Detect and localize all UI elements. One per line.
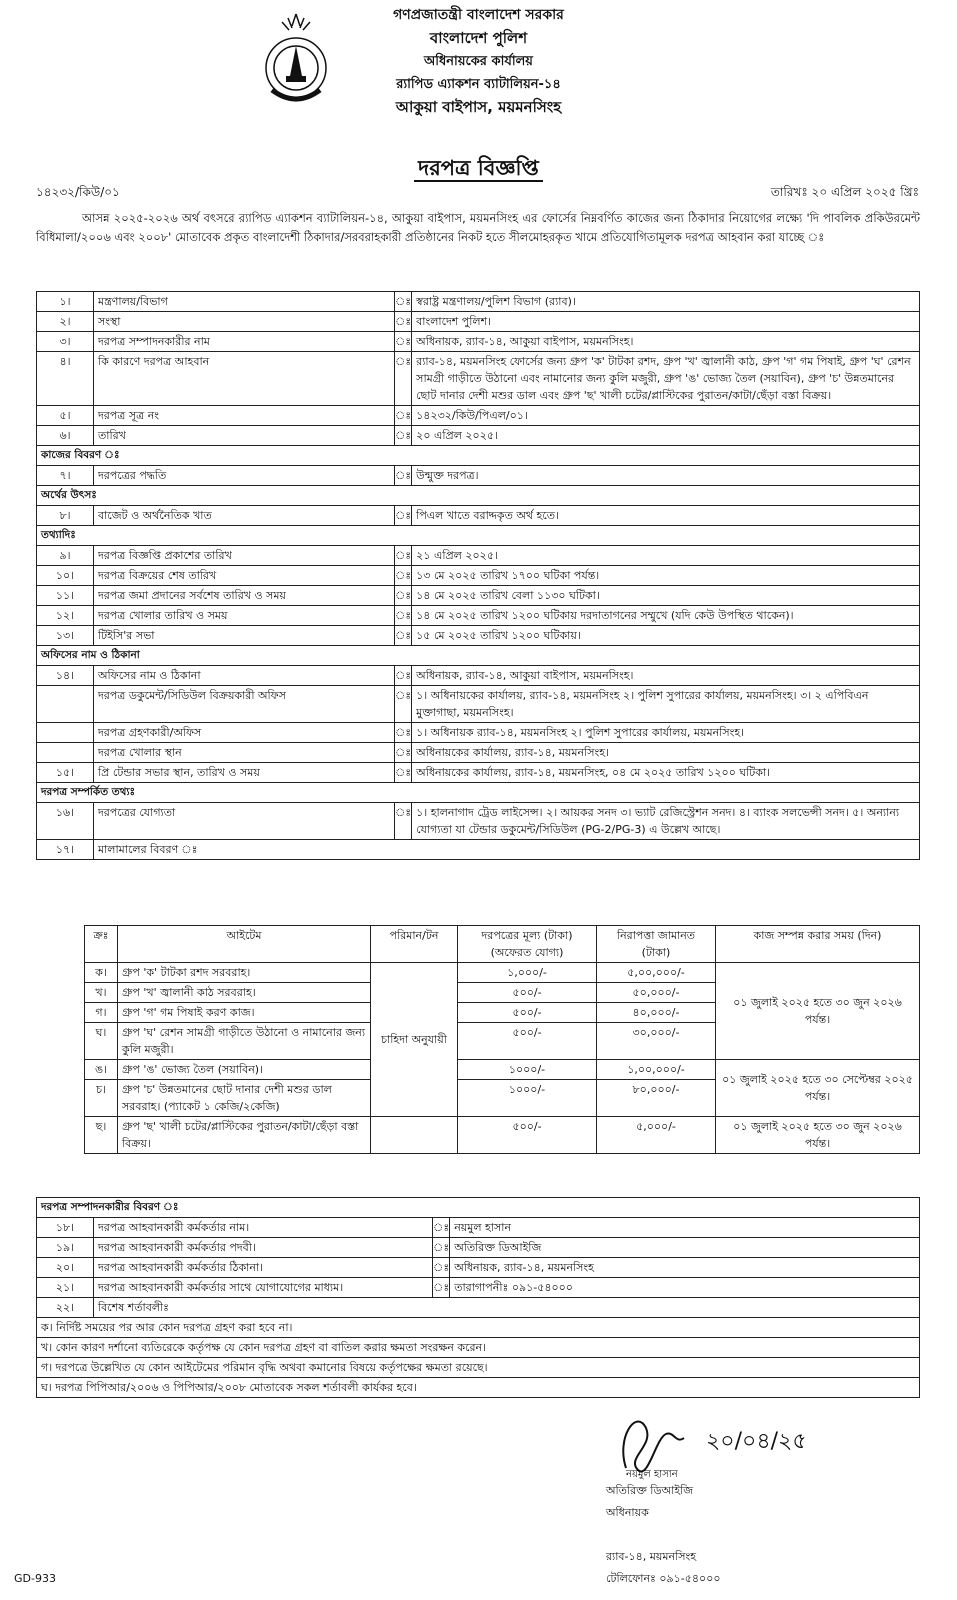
signature-date: ২০/০৪/২৫ (706, 1429, 807, 1454)
section-heading: দরপত্র সম্পাদনকারীর বিবরণ ঃ (37, 1198, 920, 1218)
unit-name: র‍্যাপিড এ্যাকশন ব্যাটালিয়ন-১৪ (396, 77, 561, 92)
table-row: দরপত্র ডকুমেন্ট/সিডিউল বিক্রয়কারী অফিস ঃ ১। অধিনায়কের কার্যালয়, র‍্যাব-১৪, ময়মনসিংহ ২। পুলিশ সুপারের কার্যালয়, ময়মনসিংহ। ৩। ২ এপিবিএন মুক্তাগাছা, ময়মনসিংহ। (37, 686, 920, 723)
table-row: ছ। গ্রুপ 'ছ' খালী চটের/প্লাস্টিকের পুরাতন/কাটা/ছেঁড়া বস্তা বিক্রয়। ৫০০/- ৫,০০০/- ০১ জুলাই ২০২৫ হতে ৩০ জুন ২০২৬ পর্যন্ত। (85, 1117, 920, 1154)
table-row: দরপত্র খোলার স্থান ঃ অধিনায়কের কার্যালয়, র‍্যাব-১৪, ময়মনসিংহ। (37, 743, 920, 763)
signatory-block (606, 1480, 721, 1590)
table-row: ক। গ্রুপ 'ক' টাটকা রশদ সরবরাহ। চাহিদা অনুযায়ী ১,০০০/- ৫,০০,০০০/- ০১ জুলাই ২০২৫ হতে ৩০ জুন ২০২৬ পর্যন্ত। (85, 963, 920, 983)
table-row: ১১। দরপত্র জমা প্রদানের সর্বশেষ তারিখ ও সময় ঃ ১৪ মে ২০২৫ তারিখ বেলা ১১৩০ ঘটিকা। (37, 586, 920, 606)
table-row: ২০। দরপত্র আহবানকারী কর্মকর্তার ঠিকানা। ঃ অধিনায়ক, র‍্যাব-১৪, ময়মনসিংহ (37, 1258, 920, 1278)
signatory-phone: টেলিফোনঃ ০৯১-৫৪০০০ (606, 1572, 721, 1585)
government-name: গণপ্রজাতন্ত্রী বাংলাদেশ সরকার (393, 7, 564, 23)
table-row: ৯। দরপত্র বিজ্ঞপ্তি প্রকাশের তারিখ ঃ ২১ এপ্রিল ২০২৫। (37, 546, 920, 566)
tender-info-table (36, 291, 920, 860)
quantity-cell: চাহিদা অনুযায়ী (371, 963, 458, 1117)
table-row: ঙ। গ্রুপ 'ঙ' ভোজ্য তৈল (সয়াবিন)। ১০০০/- ১,০০,০০০/- ০১ জুলাই ২০২৫ হতে ৩০ সেপ্টেম্বর ২০২৫ পর্যন্ত। (85, 1060, 920, 1080)
table-row: ১৪। অফিসের নাম ও ঠিকানা ঃ অধিনায়ক, র‍্যাব-১৪, আকুয়া বাইপাস, ময়মনসিংহ। (37, 666, 920, 686)
condition-row: ঘ। দরপত্র পিপিআর/২০০৬ ও পিপিআর/২০০৮ মোতাবেক সকল শর্তাবলী কার্যকর হবে। (37, 1378, 920, 1398)
section-heading: দরপত্র সম্পর্কিত তথ্যঃ (37, 783, 920, 803)
completion-time: ০১ জুলাই ২০২৫ হতে ৩০ জুন ২০২৬ পর্যন্ত। (716, 1117, 920, 1154)
table-row: ৩। দরপত্র সম্পাদনকারীর নাম ঃ অধিনায়ক, র‍্যাব-১৪, আকুয়া বাইপাস, ময়মনসিংহ। (37, 332, 920, 352)
completion-time: ০১ জুলাই ২০২৫ হতে ৩০ জুন ২০২৬ পর্যন্ত। (716, 963, 920, 1060)
officer-table (36, 1197, 920, 1398)
table-row: খ। গ্রুপ 'খ' জ্বালানী কাঠ সরবরাহ। ৫০০/- ৫০,০০০/- (85, 983, 920, 1003)
condition-row: ক। নির্দিষ্ট সময়ের পর আর কোন দরপত্র গ্রহণ করা হবে না। (37, 1318, 920, 1338)
completion-time: ০১ জুলাই ২০২৫ হতে ৩০ সেপ্টেম্বর ২০২৫ পর্যন্ত। (716, 1060, 920, 1117)
table-row: ২। সংস্থা ঃ বাংলাদেশ পুলিশ। (37, 312, 920, 332)
table-row: দরপত্র গ্রহণকারী/অফিস ঃ ১। অধিনায়ক র‍্যাব-১৪, ময়মনসিংহ ২। পুলিশ সুপারের কার্যালয়, ময়মনসিংহ। (37, 723, 920, 743)
unit-address: আকুয়া বাইপাস, ময়মনসিংহ (395, 98, 562, 116)
table-row: গ। গ্রুপ 'গ' গম পিষাই করণ কাজ। ৫০০/- ৪০,০০০/- (85, 1003, 920, 1023)
table-row: ২১। দরপত্র আহবানকারী কর্মকর্তার সাথে যোগাযোগের মাধ্যম। ঃ তারাগাপনীঃ ০৯১-৫৪০০০ (37, 1278, 920, 1298)
memo-number: ১৪২৩২/কিউ/০১ (36, 185, 120, 199)
table-row: চ। গ্রুপ 'চ' উন্নতমানের ছোট দানার দেশী মশুর ডাল সরবরাহ। (প্যাকেট ১ কেজি/২কেজি) ১০০০/- ৮০,০০০/- (85, 1080, 920, 1117)
letterhead (0, 4, 957, 119)
table-row: ৫। দরপত্র সূত্র নং ঃ ১৪২৩২/কিউ/পিএল/০১। (37, 406, 920, 426)
table-row: ২২। বিশেষ শর্তাবলীঃ (37, 1298, 920, 1318)
table-row: ১৩। টিইসি'র সভা ঃ ১৫ মে ২০২৫ তারিখ ১২০০ ঘটিকায়। (37, 626, 920, 646)
signatory-name: নয়মুল হাসান (626, 1469, 678, 1480)
section-heading: তথ্যাদিঃ (37, 526, 920, 546)
table-row: ১৫। প্রি টেন্ডার সভার স্থান, তারিখ ও সময় ঃ অধিনায়কের কার্যালয়, র‍্যাব-১৪, ময়মনসিংহ, ০৪ মে ২০২৫ তারিখ ১২০০ ঘটিকা। (37, 763, 920, 783)
table-row: ঘ। গ্রুপ 'ঘ' রেশন সামগ্রী গাড়ীতে উঠানো ও নামানোর জন্য কুলি মজুরী। ৫০০/- ৩০,০০০/- (85, 1023, 920, 1060)
table-row: ১৭। মালামালের বিবরণ ঃ (37, 840, 920, 860)
condition-row: গ। দরপত্রে উল্লেখিত যে কোন আইটেমের পরিমান বৃদ্ধি অথবা কমানোর বিষয়ে কর্তৃপক্ষের ক্ষমতা রয়েছে। (37, 1358, 920, 1378)
table-row: ১২। দরপত্র খোলার তারিখ ও সময় ঃ ১৪ মে ২০২৫ তারিখ ১২০০ ঘটিকায় দরদাতাগনের সম্মুখে (যদি কেউ উপস্থিত থাকেন)। (37, 606, 920, 626)
table-row: ১৮। দরপত্র আহবানকারী কর্মকর্তার নাম। ঃ নয়মুল হাসান (37, 1218, 920, 1238)
signatory-role: অধিনায়ক (606, 1506, 649, 1519)
condition-row: খ। কোন কারণ দর্শানো ব্যতিরেকে কর্তৃপক্ষ যে কোন দরপত্র গ্রহণ বা বাতিল করার ক্ষমতা সংরক্ষন করেন। (37, 1338, 920, 1358)
table-row: ৮। বাজেট ও অর্থনৈতিক খাত ঃ পিএল খাতে বরাদ্দকৃত অর্থ হতে। (37, 506, 920, 526)
table-row: ৪। কি কারণে দরপত্র আহবান ঃ র‍্যাব-১৪, ময়মনসিংহ ফোর্সের জন্য গ্রুপ 'ক' টাটকা রশদ, গ্রুপ 'খ' জ্বালানী কাঠ, গ্রুপ 'গ' গম পিষাই, গ্রুপ 'ঘ' রেশন সামগ্রী গাড়ীতে উঠানো এবং নামানোর জন্য কুলি মজুরী, গ্রুপ 'ঙ' ভোজ্য তৈল (সয়াবিন), গ্রুপ 'চ' উন্নতমানের ছোট দানার দেশী মশুর ডাল এবং গ্রুপ 'ছ' খালী চটের/প্লাস্টিকের পুরাতন/কাটা/ছেঁড়া বস্তা বিক্রয়। (37, 352, 920, 406)
items-header-row: ক্রঃ আইটেম পরিমান/টন দরপত্রের মূল্য (টাকা) (অফেরত যোগ্য) নিরাপত্তা জামানত (টাকা) কাজ সম্পন্ন করার সময় (দিন) (85, 926, 920, 963)
section-heading: কাজের বিবরণ ঃ (37, 446, 920, 466)
issue-date: তারিখঃ ২০ এপ্রিল ২০২৫ খ্রিঃ (770, 185, 919, 199)
table-row: ৭। দরপত্রের পদ্ধতি ঃ উন্মুক্ত দরপত্র। (37, 466, 920, 486)
signatory-designation: অতিরিক্ত ডিআইজি (606, 1484, 694, 1497)
table-row: ১৯। দরপত্র আহবানকারী কর্মকর্তার পদবী। ঃ অতিরিক্ত ডিআইজি (37, 1238, 920, 1258)
table-row: ১০। দরপত্র বিক্রয়ের শেষ তারিখ ঃ ১৩ মে ২০২৫ তারিখ ১৭০০ ঘটিকা পর্যন্ত। (37, 566, 920, 586)
department-name: বাংলাদেশ পুলিশ (429, 29, 528, 47)
section-heading: অফিসের নাম ও ঠিকানা (37, 646, 920, 666)
section-heading: অর্থের উৎসঃ (37, 486, 920, 506)
intro-paragraph: আসন্ন ২০২৫-২০২৬ অর্থ বৎসরে র‍্যাপিড এ্যাকশন ব্যাটালিয়ন-১৪, আকুয়া বাইপাস, ময়মনসিংহ এর ফোর্সের নিম্নবর্ণিত কাজের জন্য ঠিকাদার নিয়োগের লক্ষ্যে 'দি পাবলিক প্রকিউরমেন্ট বিধিমালা/২০০৬ এবং ২০০৮' মোতাবেক প্রকৃত বাংলাদেশী ঠিকাদার/সরবরাহকারী প্রতিষ্ঠানের নিকট হতে সীলমোহরকৃত খামে প্রতিযোগিতামূলক দরপত্র আহবান করা যাচ্ছে ঃ (36, 211, 920, 244)
document-title: দরপত্র বিজ্ঞপ্তি (0, 152, 957, 187)
signatory-unit: র‍্যাব-১৪, ময়মনসিংহ (606, 1550, 696, 1563)
table-row: ৬। তারিখ ঃ ২০ এপ্রিল ২০২৫। (37, 426, 920, 446)
table-row: ১৬। দরপত্রের যোগ্যতা ঃ ১। হালনাগাদ ট্রেড লাইসেন্স। ২। আয়কর সনদ ৩। ভ্যাট রেজিস্ট্রেশন সনদ। ৪। ব্যাংক সলভেন্সী সনদ। ৫। অন্যান্য যোগ্যতা যা টেন্ডার ডকুমেন্ট/সিডিউল (PG-2/PG-3) এ উল্লেখ আছে। (37, 803, 920, 840)
items-table (84, 925, 920, 1154)
office-name: অধিনায়কের কার্যালয় (424, 54, 533, 69)
footer-code: GD-933 (14, 1572, 56, 1585)
table-row: ১। মন্ত্রণালয়/বিভাগ ঃ স্বরাষ্ট্র মন্ত্রণালয়/পুলিশ বিভাগ (র‍্যাব)। (37, 292, 920, 312)
